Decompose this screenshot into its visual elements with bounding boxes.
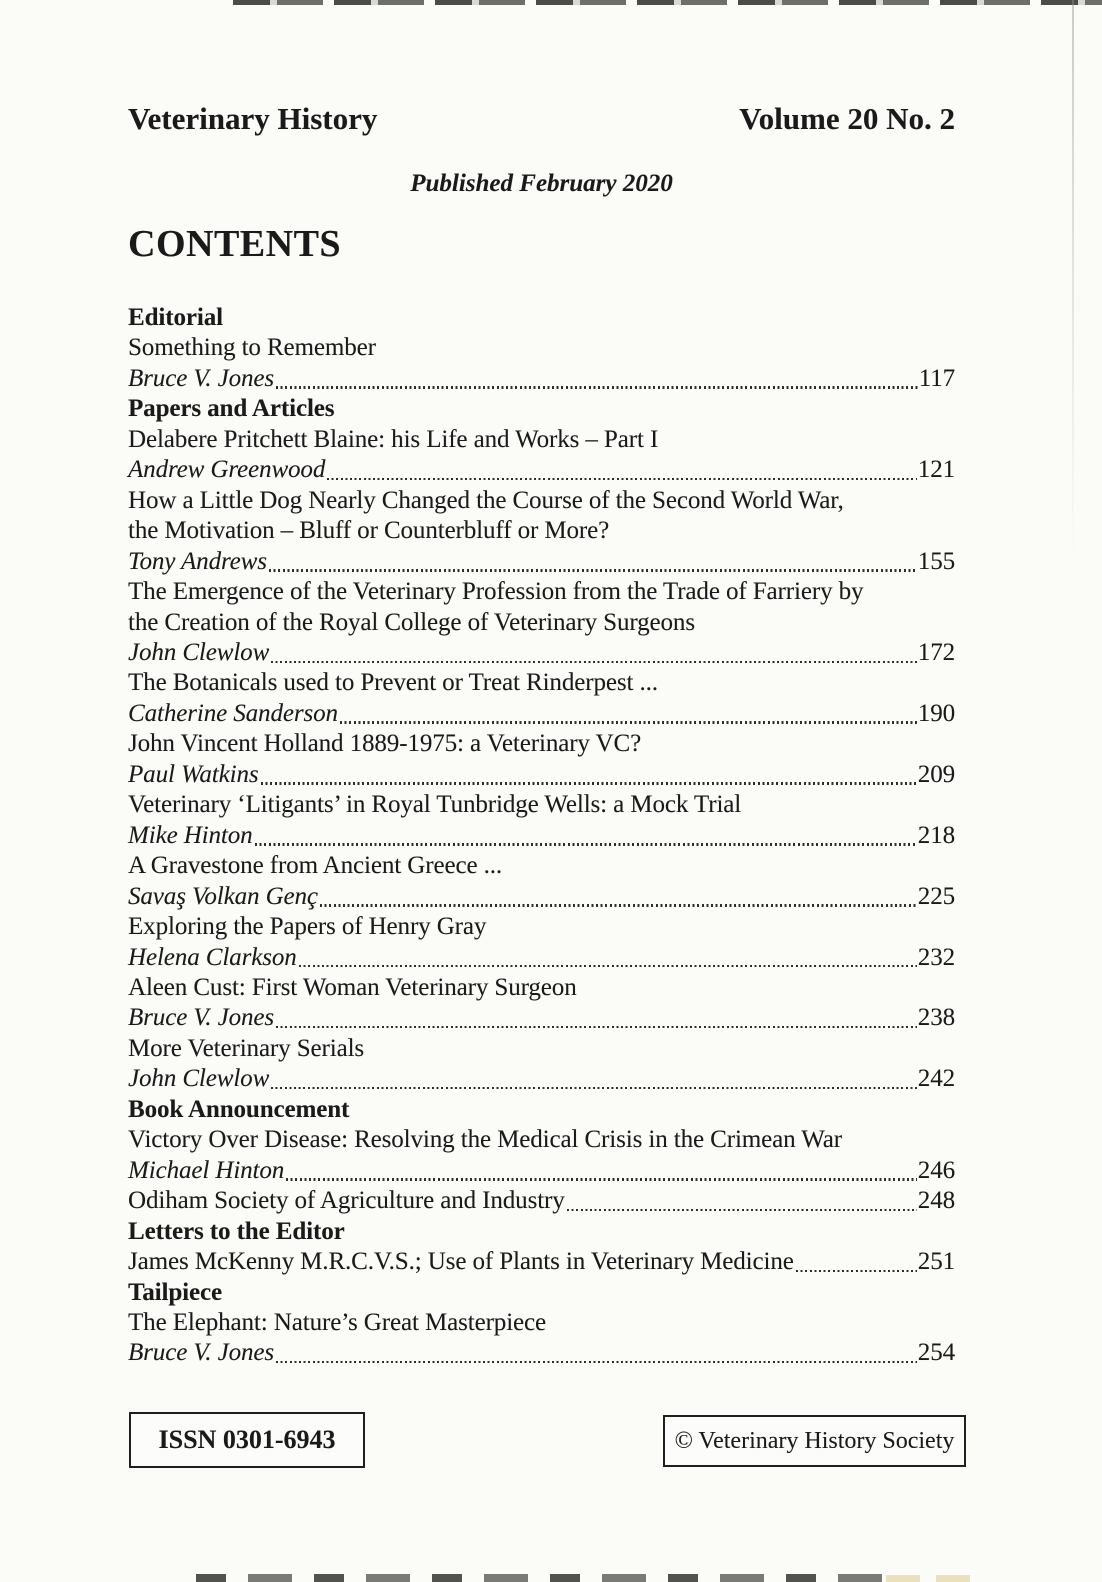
toc-author-name: Helena Clarkson — [128, 943, 297, 971]
toc-entry-row — [128, 455, 955, 485]
toc-author-name: Paul Watkins — [128, 760, 259, 788]
toc-entry-row — [128, 882, 955, 912]
toc-section-heading: Editorial — [128, 304, 223, 331]
page-number: 209 — [917, 760, 955, 788]
toc-entry-row — [128, 1338, 955, 1368]
dotted-leader — [276, 386, 918, 388]
toc-author-name: Tony Andrews — [128, 547, 267, 575]
scan-artifact-top-strip — [233, 0, 1102, 5]
page-number: 172 — [917, 638, 955, 666]
toc-title-line: More Veterinary Serials — [128, 1034, 365, 1062]
scan-artifact-bottom-strip — [196, 1574, 886, 1582]
toc-title-line: the Motivation – Bluff or Counterbluff or More? — [128, 517, 610, 545]
volume-number: Volume 20 No. 2 — [739, 101, 955, 136]
dotted-leader — [320, 904, 917, 906]
page-number: 218 — [917, 821, 955, 849]
toc-author-name: Bruce V. Jones — [128, 1339, 275, 1367]
toc-section-heading: Tailpiece — [128, 1278, 223, 1306]
page-number: 246 — [917, 1156, 955, 1184]
toc-entry-title: Odiham Society of Agriculture and Industry — [128, 1187, 565, 1215]
issn-text: ISSN 0301-6943 — [158, 1425, 336, 1454]
toc-title-line: How a Little Dog Nearly Changed the Course of the Second World War, — [128, 486, 844, 514]
dotted-leader — [299, 965, 917, 967]
page-number: 121 — [917, 456, 955, 484]
page-number: 254 — [917, 1339, 955, 1367]
scan-crease-line — [1072, 0, 1074, 560]
toc-author-name: Mike Hinton — [128, 821, 253, 849]
page-number: 117 — [918, 364, 955, 392]
page-number: 238 — [917, 1004, 955, 1032]
toc-section-heading: Papers and Articles — [128, 395, 335, 423]
toc-entry-row — [128, 760, 955, 790]
toc-title-line: Delabere Pritchett Blaine: his Life and Works – Part I — [128, 425, 659, 453]
toc-title-line: Something to Remember — [128, 334, 376, 362]
dotted-leader — [796, 1270, 917, 1272]
toc-title-line: Veterinary ‘Litigants’ in Royal Tunbridge Wells: a Mock Trial — [128, 791, 742, 819]
toc-author-name: John Clewlow — [128, 638, 270, 666]
toc-title-line: The Elephant: Nature’s Great Masterpiece — [128, 1308, 547, 1336]
page-number: 248 — [917, 1187, 955, 1215]
toc-entry-row — [128, 1186, 955, 1216]
toc-entry-row — [128, 1064, 955, 1094]
toc-title-line: the Creation of the Royal College of Veterinary Surgeons — [128, 608, 695, 636]
toc-title-line: The Botanicals used to Prevent or Treat Rinderpest ... — [128, 669, 658, 697]
toc-author-name: Savaş Volkan Genç — [128, 882, 318, 910]
toc-entry-row — [128, 364, 955, 394]
toc-entry-row — [128, 1156, 955, 1186]
page-number: 251 — [917, 1248, 955, 1276]
page-number: 155 — [917, 547, 955, 575]
toc-section-heading: Letters to the Editor — [128, 1217, 345, 1245]
toc-author-name: Bruce V. Jones — [128, 1004, 275, 1032]
toc-title-line: Aleen Cust: First Woman Veterinary Surgeon — [128, 973, 577, 1001]
toc-title-line: A Gravestone from Ancient Greece ... — [128, 852, 503, 880]
toc-author-name: Catherine Sanderson — [128, 699, 338, 727]
toc-title-line: The Emergence of the Veterinary Profession from the Trade of Farriery by — [128, 578, 864, 606]
toc-author-name: Bruce V. Jones — [128, 364, 275, 392]
dotted-leader — [261, 782, 917, 784]
copyright-text: © Veterinary History Society — [674, 1427, 955, 1454]
masthead — [128, 100, 955, 137]
toc-author-name: Andrew Greenwood — [128, 456, 326, 484]
toc-title-line: John Vincent Holland 1889-1975: a Veterinary VC? — [128, 730, 642, 758]
dotted-leader — [255, 843, 917, 845]
page-number: 190 — [917, 699, 955, 727]
toc-entry-row — [128, 943, 955, 973]
published-date: Published February 2020 — [410, 170, 673, 197]
scan-artifact-bottom-tail — [886, 1575, 972, 1582]
toc-title-line: Exploring the Papers of Henry Gray — [128, 913, 487, 941]
page-number: 225 — [917, 882, 955, 910]
toc-author-name: John Clewlow — [128, 1065, 270, 1093]
dotted-leader — [340, 721, 917, 723]
dotted-leader — [286, 1178, 917, 1180]
toc-title-line: Victory Over Disease: Resolving the Medical Crisis in the Crimean War — [128, 1126, 842, 1154]
toc-entry-row — [128, 547, 955, 577]
toc-entry-row — [128, 1003, 955, 1033]
issn-box — [129, 1412, 365, 1468]
toc-section-heading: Book Announcement — [128, 1095, 350, 1123]
dotted-leader — [269, 569, 917, 571]
dotted-leader — [567, 1209, 917, 1211]
dotted-leader — [276, 1361, 917, 1363]
page-number: 232 — [917, 943, 955, 971]
toc-list — [128, 303, 955, 1369]
toc-author-name: Michael Hinton — [128, 1156, 285, 1184]
copyright-box — [663, 1415, 966, 1467]
toc-entry-row — [128, 1247, 955, 1277]
toc-entry-row — [128, 638, 955, 668]
dotted-leader — [327, 478, 917, 480]
toc-entry-row — [128, 699, 955, 729]
dotted-leader — [271, 1087, 917, 1089]
dotted-leader — [276, 1026, 917, 1028]
journal-title: Veterinary History — [128, 101, 378, 136]
contents-heading: CONTENTS — [128, 223, 342, 265]
page-number: 242 — [917, 1065, 955, 1093]
toc-entry-row — [128, 821, 955, 851]
toc-entry-title: James McKenny M.R.C.V.S.; Use of Plants in Veterinary Medicine — [128, 1248, 794, 1276]
dotted-leader — [271, 661, 917, 663]
